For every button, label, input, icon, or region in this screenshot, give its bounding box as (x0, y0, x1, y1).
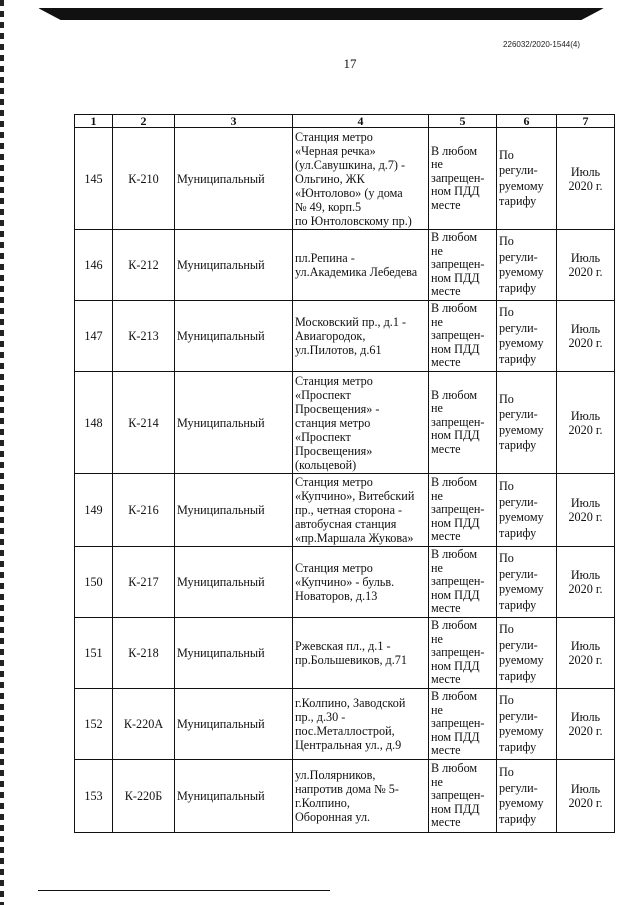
start-date: Июль 2020 г. (557, 372, 615, 474)
table-row (75, 128, 615, 230)
table-row (75, 474, 615, 547)
route-type: Муниципальный (175, 301, 293, 372)
route-number: К-214 (113, 372, 175, 474)
route-type: Муниципальный (175, 760, 293, 833)
fare-type: По регули- руемому тарифу (497, 474, 557, 547)
route-type: Муниципальный (175, 230, 293, 301)
row-number: 150 (75, 547, 113, 618)
route-type: Муниципальный (175, 689, 293, 760)
route-stops: Станция метро «Купчино» - бульв. Новаторов, д.13 (293, 547, 429, 618)
boarding-place: В любом не запрещен- ном ПДД месте (429, 760, 497, 833)
column-header: 1 (75, 115, 113, 128)
fare-type: По регули- руемому тарифу (497, 372, 557, 474)
column-header: 6 (497, 115, 557, 128)
fare-type: По регули- руемому тарифу (497, 230, 557, 301)
table-row (75, 760, 615, 833)
route-stops: Станция метро «Купчино», Витебский пр., четная сторона - автобусная станция «пр.Маршала Жукова» (293, 474, 429, 547)
route-stops: Станция метро «Проспект Просвещения» - станция метро «Проспект Просвещения» (кольцевой) (293, 372, 429, 474)
route-number: К-216 (113, 474, 175, 547)
route-stops: ул.Полярников, напротив дома № 5- г.Колпино, Оборонная ул. (293, 760, 429, 833)
fare-type: По регули- руемому тарифу (497, 689, 557, 760)
boarding-place: В любом не запрещен- ном ПДД месте (429, 230, 497, 301)
boarding-place: В любом не запрещен- ном ПДД месте (429, 547, 497, 618)
table-row (75, 547, 615, 618)
column-header: 2 (113, 115, 175, 128)
route-number: К-212 (113, 230, 175, 301)
row-number: 153 (75, 760, 113, 833)
footer-rule (38, 890, 330, 891)
start-date: Июль 2020 г. (557, 301, 615, 372)
routes-table (74, 114, 615, 833)
row-number: 148 (75, 372, 113, 474)
boarding-place: В любом не запрещен- ном ПДД месте (429, 474, 497, 547)
column-header: 4 (293, 115, 429, 128)
start-date: Июль 2020 г. (557, 689, 615, 760)
route-stops: пл.Репина - ул.Академика Лебедева (293, 230, 429, 301)
table-header-row (75, 115, 615, 128)
row-number: 152 (75, 689, 113, 760)
route-type: Муниципальный (175, 474, 293, 547)
start-date: Июль 2020 г. (557, 760, 615, 833)
boarding-place: В любом не запрещен- ном ПДД месте (429, 689, 497, 760)
route-number: К-220Б (113, 760, 175, 833)
table-row (75, 689, 615, 760)
boarding-place: В любом не запрещен- ном ПДД месте (429, 128, 497, 230)
column-header: 7 (557, 115, 615, 128)
route-number: К-213 (113, 301, 175, 372)
row-number: 149 (75, 474, 113, 547)
page-number: 17 (343, 56, 357, 71)
start-date: Июль 2020 г. (557, 618, 615, 689)
start-date: Июль 2020 г. (557, 128, 615, 230)
table-row (75, 618, 615, 689)
table-row (75, 301, 615, 372)
route-stops: Московский пр., д.1 - Авиагородок, ул.Пилотов, д.61 (293, 301, 429, 372)
column-header: 5 (429, 115, 497, 128)
row-number: 151 (75, 618, 113, 689)
scan-edge-marks (0, 0, 4, 905)
fare-type: По регули- руемому тарифу (497, 301, 557, 372)
row-number: 146 (75, 230, 113, 301)
column-header: 3 (175, 115, 293, 128)
route-stops: г.Колпино, Заводской пр., д.30 - пос.Металлострой, Центральная ул., д.9 (293, 689, 429, 760)
route-number: К-210 (113, 128, 175, 230)
boarding-place: В любом не запрещен- ном ПДД месте (429, 372, 497, 474)
route-stops: Станция метро «Черная речка» (ул.Савушкина, д.7) - Ольгино, ЖК «Юнтолово» (у дома № 49, корп.5 по Юнтоловскому пр.) (293, 128, 429, 230)
route-type: Муниципальный (175, 618, 293, 689)
start-date: Июль 2020 г. (557, 474, 615, 547)
route-number: К-220А (113, 689, 175, 760)
route-number: К-217 (113, 547, 175, 618)
route-type: Муниципальный (175, 128, 293, 230)
table-row (75, 372, 615, 474)
boarding-place: В любом не запрещен- ном ПДД месте (429, 618, 497, 689)
table-row (75, 230, 615, 301)
fare-type: По регули- руемому тарифу (497, 547, 557, 618)
start-date: Июль 2020 г. (557, 230, 615, 301)
row-number: 145 (75, 128, 113, 230)
route-type: Муниципальный (175, 547, 293, 618)
fare-type: По регули- руемому тарифу (497, 128, 557, 230)
scan-top-bar (38, 8, 604, 20)
fare-type: По регули- руемому тарифу (497, 760, 557, 833)
row-number: 147 (75, 301, 113, 372)
route-number: К-218 (113, 618, 175, 689)
document-number: 226032/2020-1544(4) (503, 40, 580, 49)
start-date: Июль 2020 г. (557, 547, 615, 618)
fare-type: По регули- руемому тарифу (497, 618, 557, 689)
route-type: Муниципальный (175, 372, 293, 474)
route-stops: Ржевская пл., д.1 - пр.Большевиков, д.71 (293, 618, 429, 689)
boarding-place: В любом не запрещен- ном ПДД месте (429, 301, 497, 372)
